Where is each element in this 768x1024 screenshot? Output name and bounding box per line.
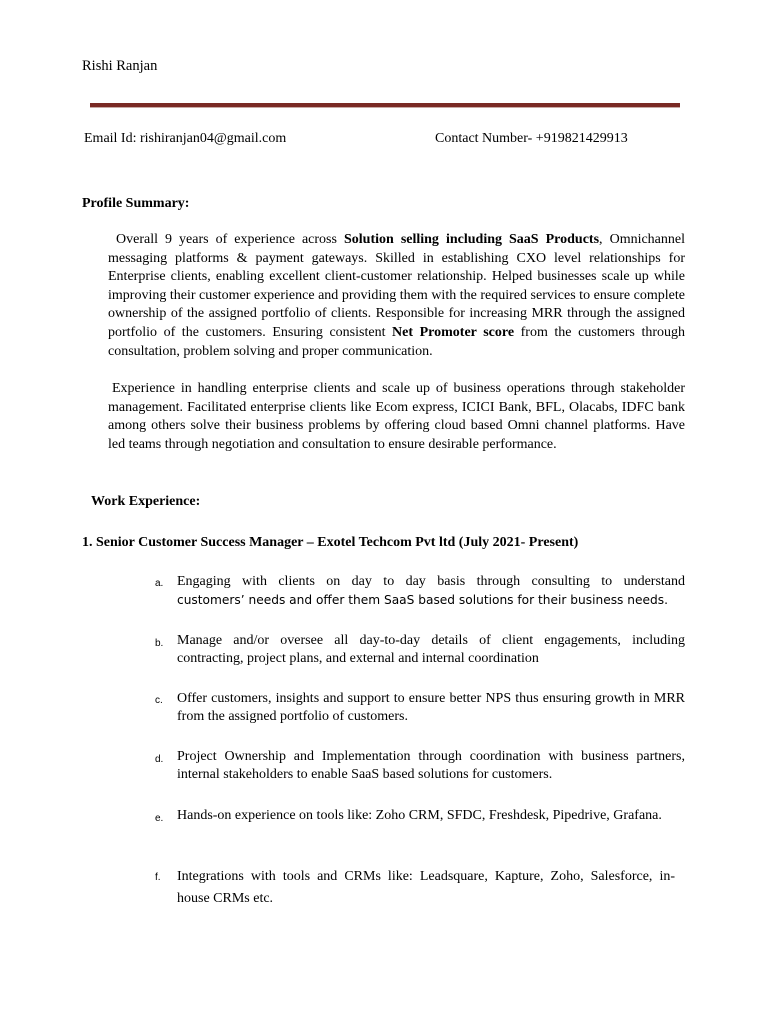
p2-text: Experience in handling enterprise clients and scale up of business operations through stakeholder management. Facilitated enterprise clients like Ecom express, ICICI Bank, BFL, Olacabs, IDFC bank among others solve their business problems by offering cloud based Omni channel platforms. Have led teams through negotiation and consultation to ensure desirable performance. bbox=[108, 381, 685, 452]
list-item-f bbox=[177, 866, 685, 910]
list-label-e: e. bbox=[155, 813, 164, 824]
list-item-c: Offer customers, insights and support to ensure better NPS thus ensuring growth in MRR from the assigned portfolio of customers. bbox=[177, 691, 685, 725]
p1-text-c: , Omnichannel messaging platforms & payment gateways. Skilled in establishing CXO level relationships for Enterprise clients, enabling excellent client-customer relationship. Helped businesses scale up while improving their customer experience and providing them with the required services to ensure complete ownership of the assigned portfolio of clients. Responsible for increasing MRR through the assigned portfolio of the customers. Ensuring consistent bbox=[108, 232, 685, 340]
p1-text-e: from the customers through consultation, problem solving and proper communication. bbox=[108, 324, 685, 359]
email-line: Email Id: rishiranjan04@gmail.com bbox=[84, 131, 287, 146]
list-label-a: a. bbox=[155, 578, 164, 589]
list-label-d: d. bbox=[155, 754, 164, 765]
p1-text-a: Overall 9 years of experience across bbox=[116, 232, 344, 247]
list-item-e: Hands-on experience on tools like: Zoho CRM, SFDC, Freshdesk, Pipedrive, Grafana. bbox=[177, 808, 662, 823]
list-item-b: Manage and/or oversee all day-to-day details of client engagements, including contracting, project plans, and external and internal coordination bbox=[177, 633, 685, 667]
list-item-a-line2: customers’ needs and offer them SaaS based solutions for their business needs. bbox=[177, 593, 668, 608]
work-experience-heading: Work Experience: bbox=[91, 494, 201, 509]
p1-bold-nps: Net Promoter score bbox=[392, 324, 515, 340]
list-item-a-line1: Engaging with clients on day to day basis through consulting to understand bbox=[177, 574, 685, 589]
profile-summary-heading: Profile Summary: bbox=[82, 196, 190, 211]
list-item-a bbox=[177, 573, 685, 610]
list-item-f-line1: Integrations with tools and CRMs like: Leadsquare, Kapture, Zoho, Salesforce, in- bbox=[177, 869, 675, 884]
header-divider bbox=[90, 103, 680, 108]
contact-number-line: Contact Number- +919821429913 bbox=[435, 131, 628, 146]
list-label-b: b. bbox=[155, 638, 164, 649]
list-item-d: Project Ownership and Implementation through coordination with business partners, internal stakeholders to enable SaaS based solutions for customers. bbox=[177, 749, 685, 783]
job-title-exotel: 1. Senior Customer Success Manager – Exotel Techcom Pvt ltd (July 2021- Present) bbox=[82, 535, 579, 550]
list-item-f-line2: house CRMs etc. bbox=[177, 891, 274, 906]
p1-bold-solution-selling: Solution selling including SaaS Products bbox=[343, 232, 600, 247]
candidate-name: Rishi Ranjan bbox=[82, 58, 158, 74]
list-label-c: c. bbox=[155, 695, 163, 706]
profile-summary-paragraph-2 bbox=[108, 380, 685, 454]
profile-summary-paragraph-1 bbox=[108, 231, 685, 361]
list-label-f: f. bbox=[155, 872, 161, 883]
